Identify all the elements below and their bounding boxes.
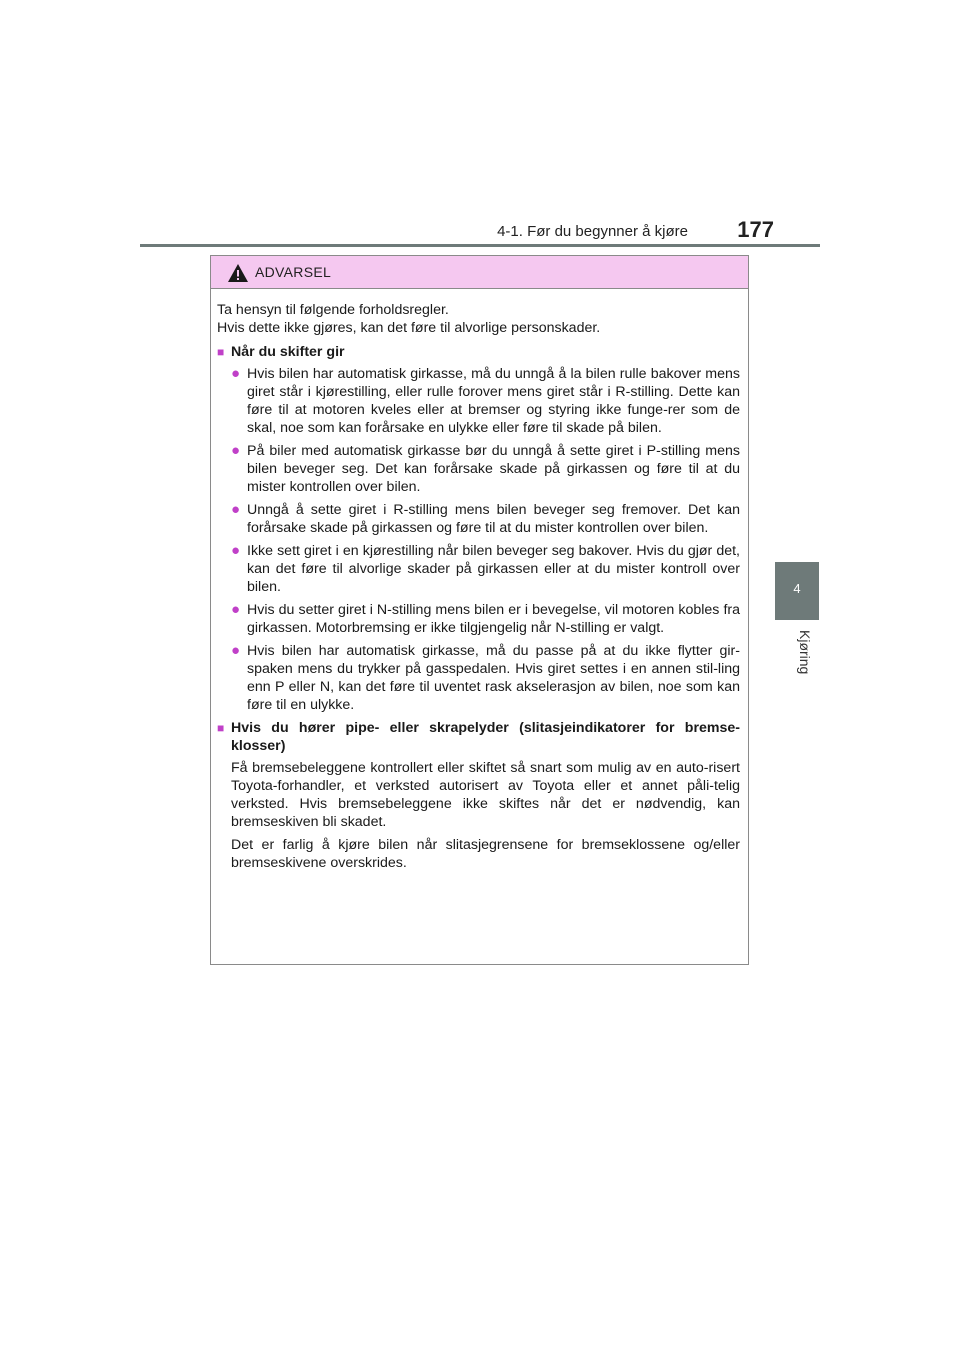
section-heading-text: Når du skifter gir [231,344,345,360]
intro-line: Ta hensyn til følgende forholdsregler. [217,302,449,318]
intro-line: Hvis dette ikke gjøres, kan det føre til alvorlige personskader. [217,320,601,336]
section-heading [217,719,740,755]
square-bullet-icon: ■ [217,721,225,735]
round-bullet-icon: ● [231,442,241,459]
list-item [217,365,740,437]
round-bullet-icon: ● [231,601,241,618]
warning-title: ADVARSEL [255,264,332,280]
warning-triangle-icon [227,263,249,283]
list-item [217,601,740,637]
chapter-tab: 4 [775,562,819,620]
list-item-text: Unngå å sette giret i R-stilling mens bilen beveger seg fremover. Det kan forårsake skade på girkassen og føre til at du mister kontrollen over bilen. [247,502,740,536]
round-bullet-icon: ● [231,642,241,659]
header-rule [140,244,820,247]
round-bullet-icon: ● [231,501,241,518]
chapter-label: Kjøring [797,630,813,675]
page-number: 177 [737,217,774,242]
list-item [217,642,740,714]
list-item-text: Ikke sett giret i en kjørestilling når bilen beveger seg bakover. Hvis du gjør det, kan det føre til alvorlige skader på girkassen eller at du mister kontroll over bilen. [247,543,740,595]
paragraph: Det er farlig å kjøre bilen når slitasjegrensene for bremseklossene og/eller bremseskivene overskrides. [231,837,740,871]
round-bullet-icon: ● [231,542,241,559]
section-heading-text: Hvis du hører pipe- eller skrapelyder (slitasjeindikatorer for bremse-klosser) [231,720,740,754]
page-header [140,213,820,245]
list-item-text: På biler med automatisk girkasse bør du unngå å sette giret i P-stilling mens bilen beveger seg. Det kan forårsake skade på girkassen og føre til at du mister kontrollen over bilen. [247,443,740,495]
list-item-text: Hvis du setter giret i N-stilling mens bilen er i bevegelse, vil motoren kobles fra girkassen. Motorbremsing er ikke tilgjengelig når N-stilling er valgt. [247,602,740,636]
list-item-text: Hvis bilen har automatisk girkasse, må du passe på at du ikke flytter gir-spaken mens du trykker på gasspedalen. Hvis giret settes i en annen stil-ling enn P eller N, kan det føre til uventet rask akselerasjon av bilen, noe som kan føre til en ulykke. [247,643,740,713]
warning-box [210,255,749,965]
warning-intro [217,301,740,337]
warning-header [211,256,748,289]
round-bullet-icon: ● [231,365,241,382]
list-item-text: Hvis bilen har automatisk girkasse, må du unngå å la bilen rulle bakover mens giret står i kjørestilling, eller rulle forover mens giret står i R-stilling. Dette kan føre til at motoren kveles eller at bremser og styring ikke funge-rer som de skal, noe som kan forårsake en ulykke eller føre til skade på bilen. [247,366,740,436]
list-item [217,442,740,496]
list-item [217,542,740,596]
paragraph: Få bremsebeleggene kontrollert eller skiftet så snart som mulig av en auto-risert Toyota-forhandler, et verksted autorisert av Toyota eller et annet påli-telig verksted. Hvis bremsebeleggene ikke skiftes når det er nødvendig, kan bremseskiven bli skadet. [231,760,740,830]
list-item [217,501,740,537]
section-heading [217,343,740,361]
square-bullet-icon: ■ [217,345,225,359]
warning-body [211,289,748,872]
section-title: 4-1. Før du begynner å kjøre [497,223,688,240]
